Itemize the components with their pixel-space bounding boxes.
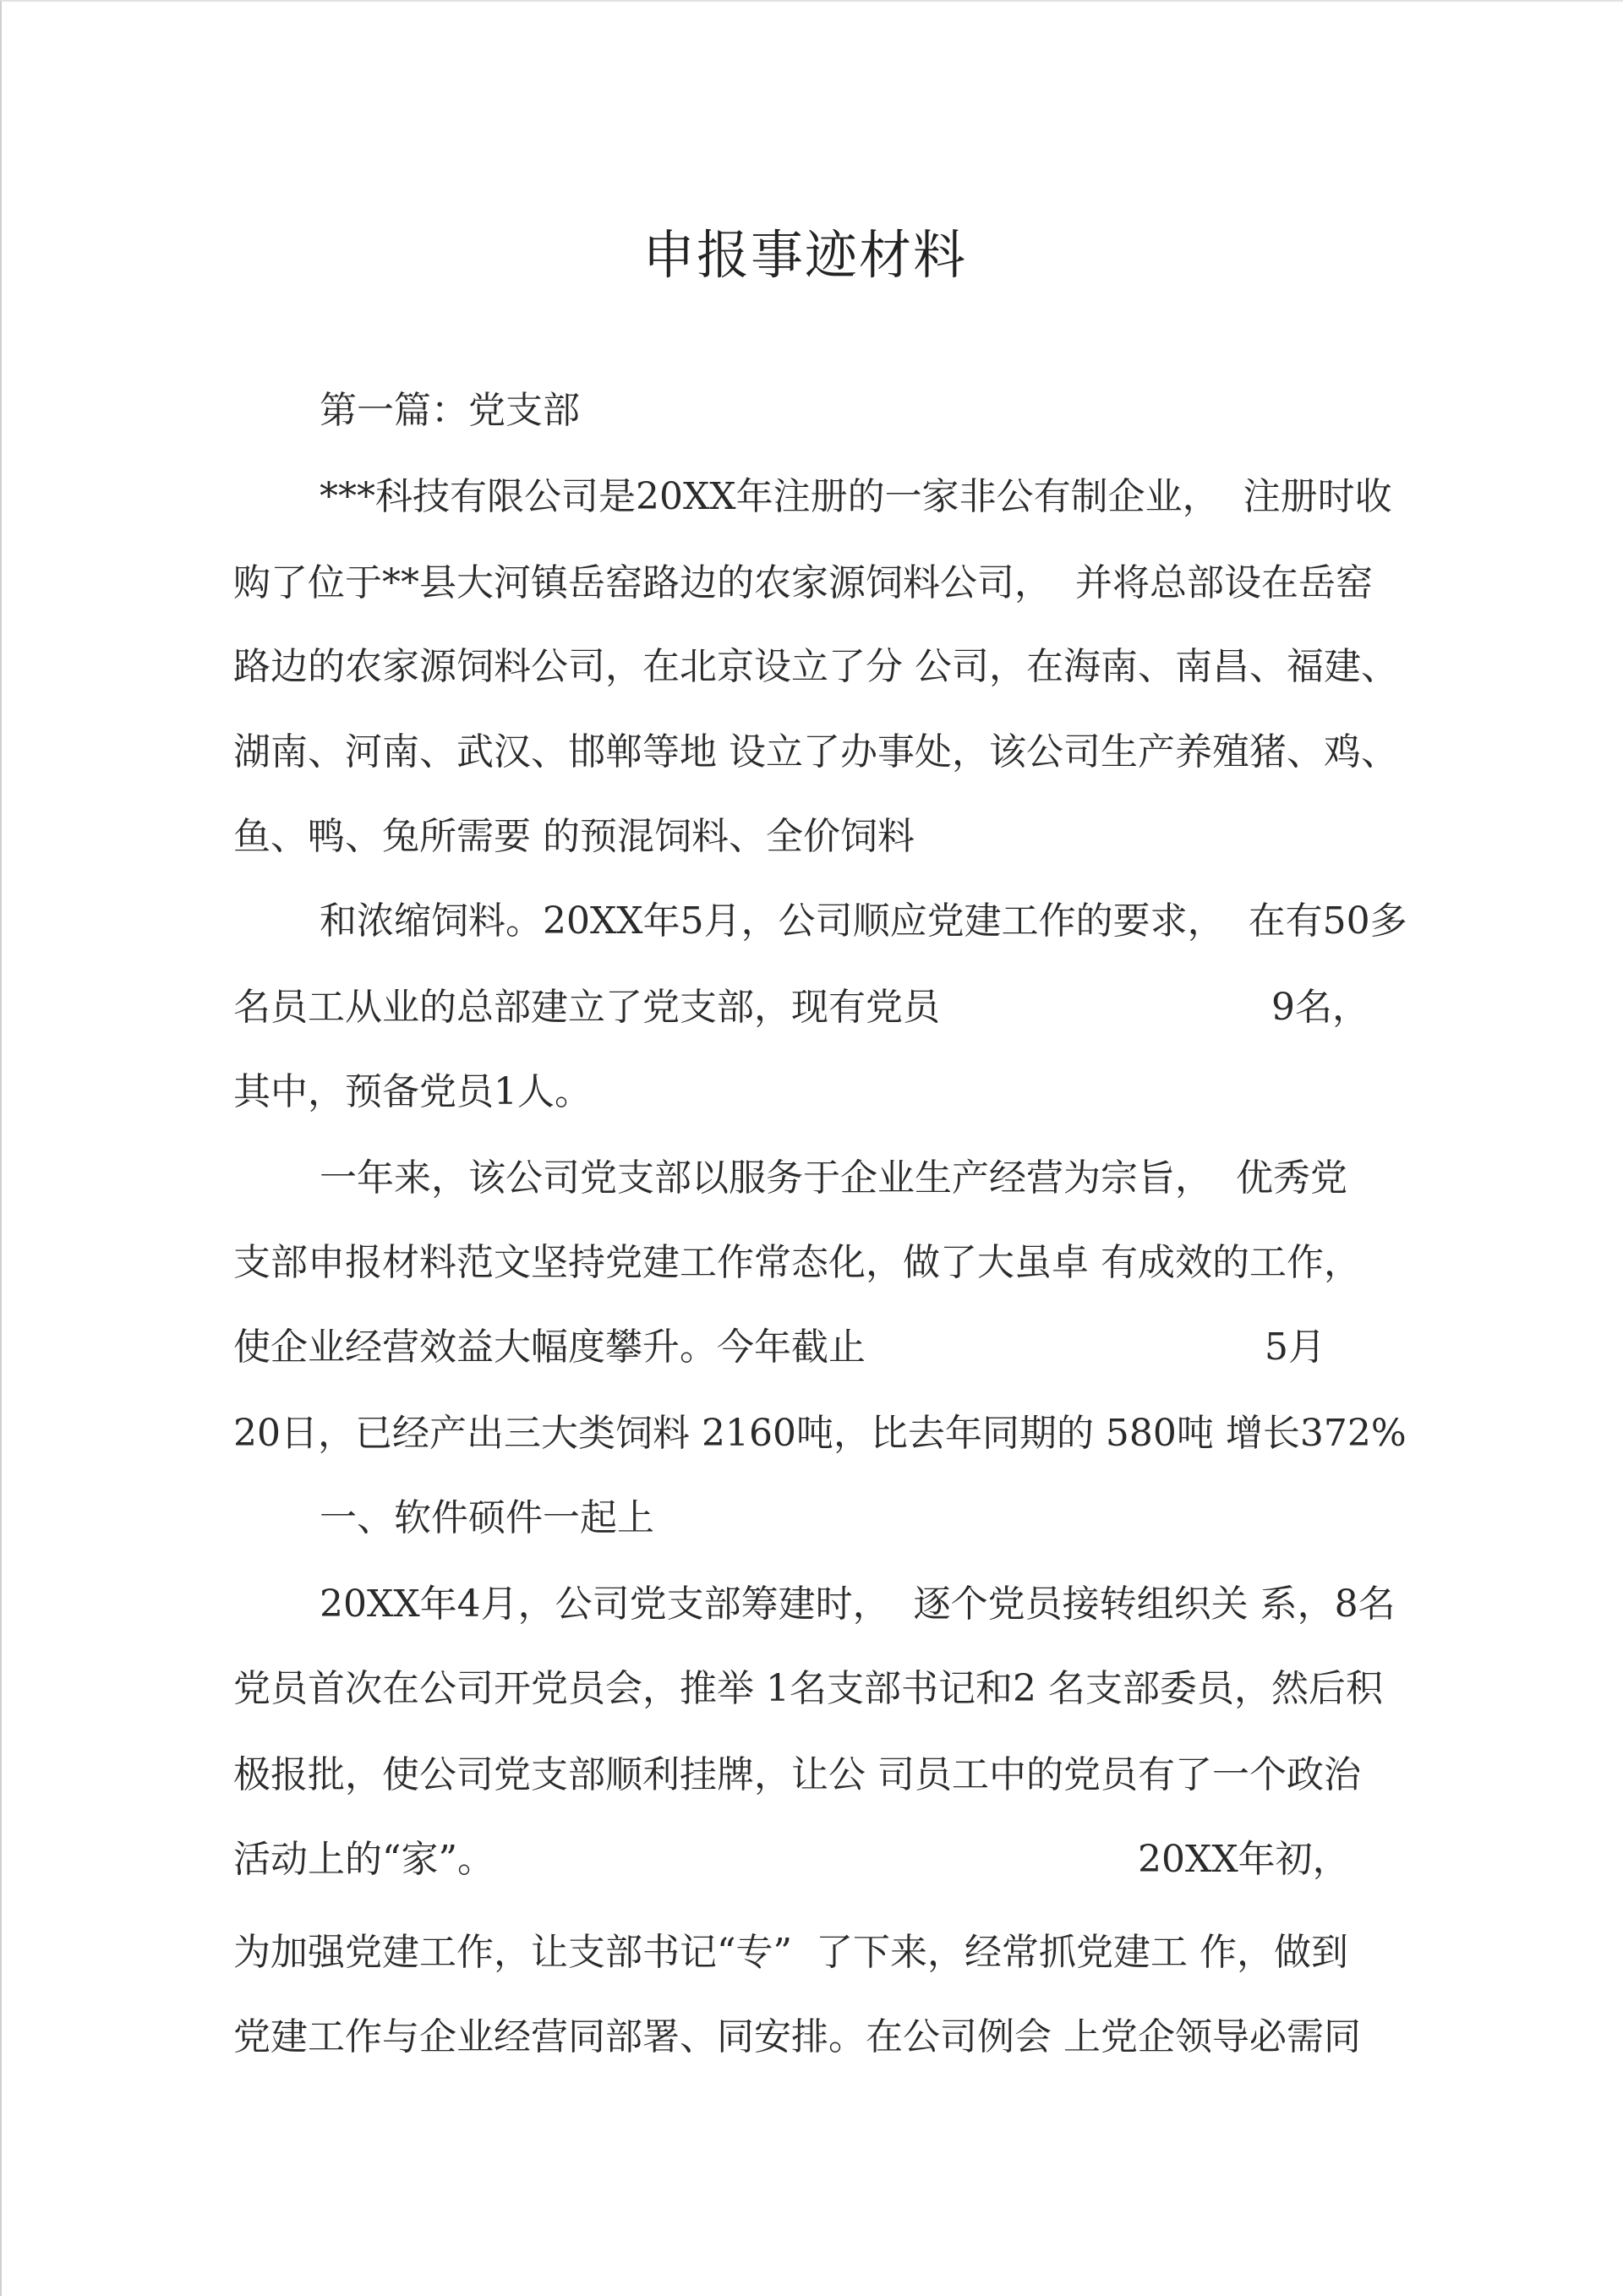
page-title: 申报事迹材料	[642, 224, 967, 286]
paragraph-line-end: 20XX年初，	[1138, 1838, 1350, 1881]
paragraph-line-end: 9名，	[1271, 986, 1369, 1029]
paragraph-line: 鱼、鸭、兔所需要 的预混饲料、全价饲料	[233, 815, 915, 858]
paragraph-line: 使企业经营效益大幅度攀升。今年截止	[233, 1326, 866, 1369]
paragraph-line: 湖南、河南、武汉、邯郸等地 设立了办事处，该公司生产养殖猪、鸡、	[233, 730, 1398, 774]
paragraph-line-end: 5月	[1265, 1326, 1325, 1369]
paragraph-line: 20日，已经产出三大类饲料 2160吨，比去年同期的 580吨 增长372%	[233, 1412, 1407, 1455]
paragraph-line: ***科技有限公司是20XX年注册的一家非公有制企业， 注册时收	[320, 475, 1392, 518]
section-heading: 第一篇：党支部	[320, 389, 580, 432]
subsection-heading: 一、软件硕件一起上	[320, 1496, 654, 1539]
paragraph-line: 和浓缩饲料。20XX年5月，公司顺应党建工作的要求， 在有50多	[320, 899, 1407, 943]
paragraph-line: 党建工作与企业经营同部署、同安排。在公司例会 上党企领导必需同	[233, 2015, 1361, 2058]
paragraph-line: 路边的农家源饲料公司，在北京设立了分 公司，在海南、南昌、福建、	[233, 645, 1398, 688]
paragraph-line: 一年来，该公司党支部以服务于企业生产经营为宗旨， 优秀党	[320, 1156, 1347, 1200]
paragraph-line: 其中，预备党员1人。	[233, 1070, 592, 1113]
paragraph-line: 支部申报材料范文坚持党建工作常态化，做了大虽卓 有成效的工作，	[233, 1241, 1361, 1284]
paragraph-line: 党员首次在公司开党员会，推举 1名支部书记和2 名支部委员，然后积	[233, 1667, 1383, 1710]
paragraph-line: 20XX年4月，公司党支部筹建时， 逐个党员接转组织关 系，8名	[320, 1583, 1396, 1626]
paragraph-line: 活动上的“家”。	[233, 1838, 495, 1881]
paragraph-line: 名员工从业的总部建立了党支部，现有党员	[233, 986, 940, 1029]
paragraph-line: 购了位于**县大河镇岳窑路边的农家源饲料公司， 并将总部设在岳窑	[233, 561, 1373, 604]
paragraph-line: 为加强党建工作，让支部书记“专” 了下来，经常抓党建工 作，做到	[233, 1931, 1348, 1974]
paragraph-line: 极报批，使公司党支部顺利挂牌，让公 司员工中的党员有了一个政治	[233, 1753, 1361, 1796]
